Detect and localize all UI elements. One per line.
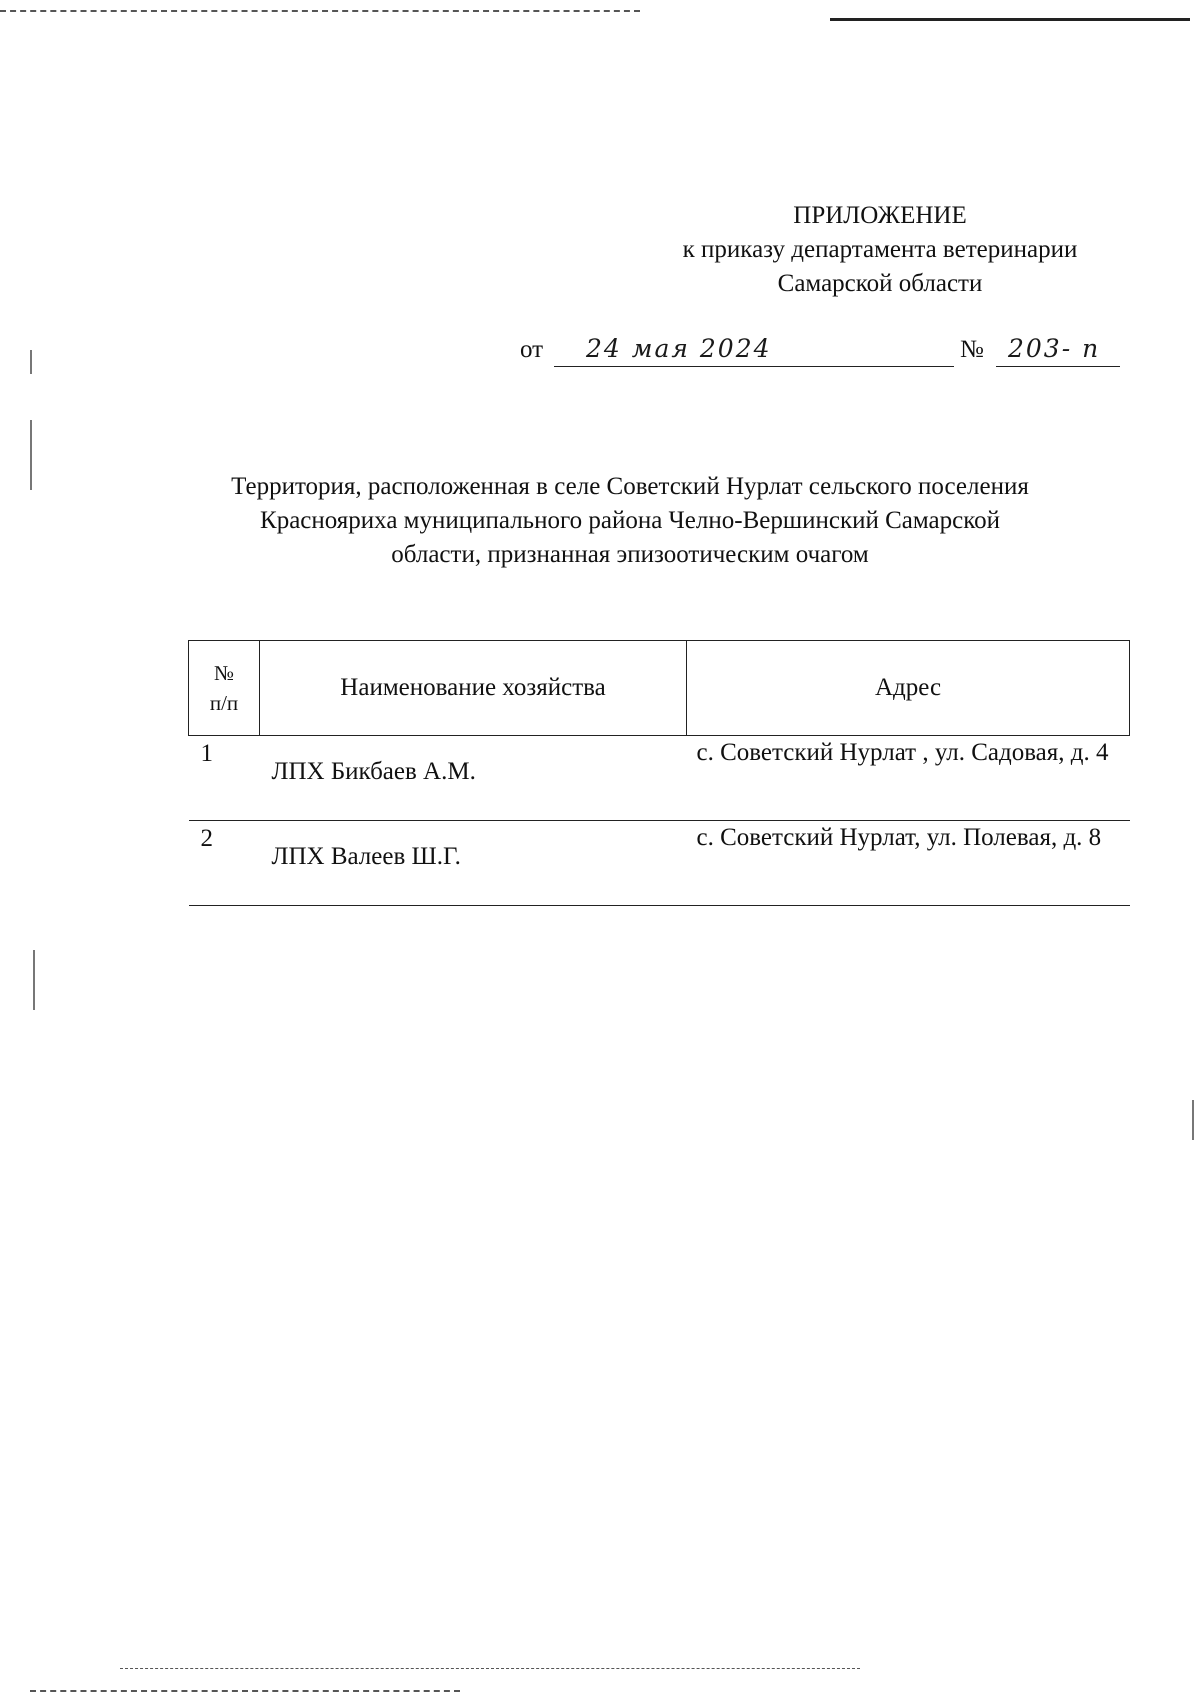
- appendix-title: ПРИЛОЖЕНИЕ: [793, 202, 967, 229]
- number-value-handwritten: 203- п: [1008, 334, 1101, 363]
- table-row: [189, 821, 1130, 906]
- scan-edge-bottom: [120, 1668, 860, 1669]
- document-title: [150, 470, 1110, 572]
- column-header-farm-name: Наименование хозяйства: [260, 641, 687, 736]
- farm-name: ЛПХ Бикбаев А.М.: [260, 736, 687, 821]
- scan-mark-left: [30, 350, 32, 374]
- title-line: области, признанная эпизоотическим очагом: [391, 541, 869, 568]
- farms-table: [188, 640, 1130, 906]
- appendix-subtitle-line2: Самарской области: [777, 270, 983, 297]
- scan-edge-top: [0, 10, 640, 12]
- appendix-subtitle-line1: к приказу департамента ветеринарии: [682, 236, 1078, 263]
- farm-address: с. Советский Нурлат , ул. Садовая, д. 4: [687, 736, 1130, 821]
- row-number: 1: [189, 736, 260, 821]
- column-header-number: № п/п: [189, 641, 260, 736]
- table-header-row: [189, 641, 1130, 736]
- scan-mark-left: [33, 950, 35, 1010]
- scan-edge-top-right: [830, 18, 1190, 21]
- date-label: от: [520, 336, 544, 363]
- scan-mark-right: [1192, 1100, 1194, 1140]
- title-line: Краснояриха муниципального района Челно-Вершинский Самарской: [260, 507, 1000, 534]
- scan-edge-bottom-left: [30, 1690, 460, 1692]
- title-line: Территория, расположенная в селе Советский Нурлат сельского поселения: [231, 473, 1029, 500]
- row-number: 2: [189, 821, 260, 906]
- scan-mark-left: [30, 420, 32, 490]
- order-reference: [520, 336, 1120, 372]
- date-value-handwritten: 24 мая 2024: [586, 334, 772, 363]
- farm-name: ЛПХ Валеев Ш.Г.: [260, 821, 687, 906]
- column-header-address: Адрес: [687, 641, 1130, 736]
- farm-address: с. Советский Нурлат, ул. Полевая, д. 8: [687, 821, 1130, 906]
- number-label: №: [960, 336, 984, 363]
- table-row: [189, 736, 1130, 821]
